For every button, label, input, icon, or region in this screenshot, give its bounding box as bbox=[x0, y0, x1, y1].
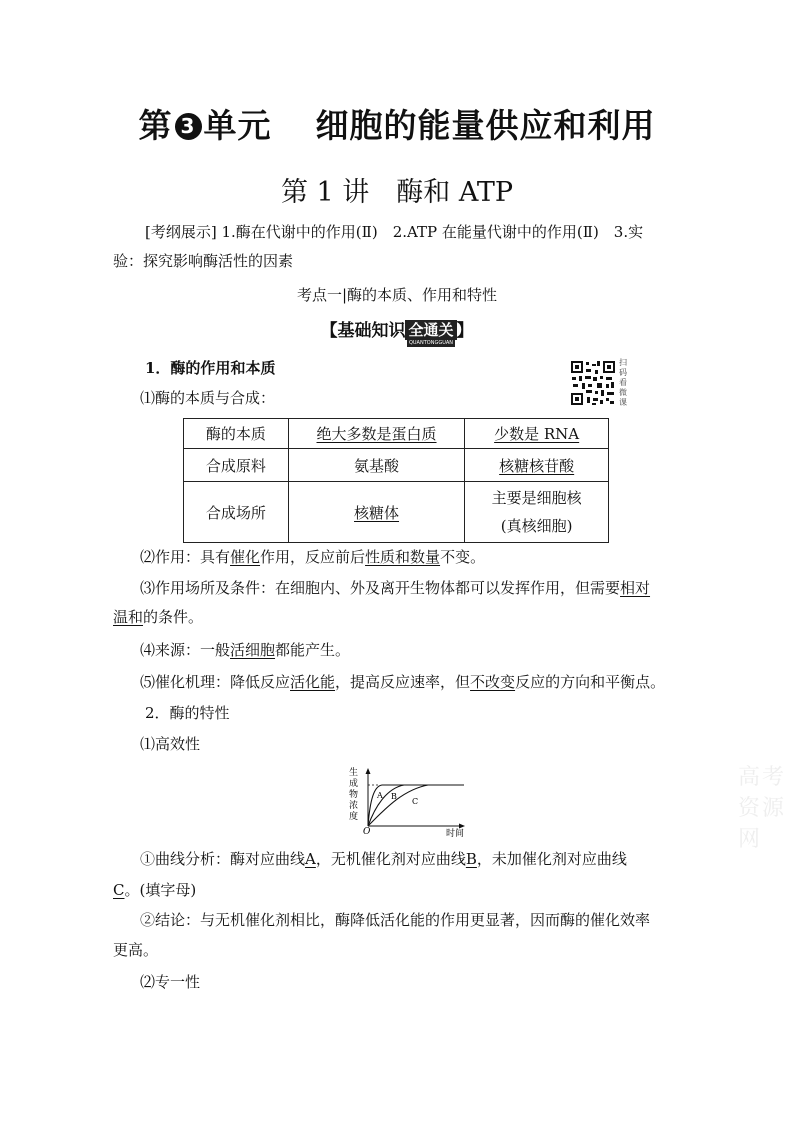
text: ⑸催化机理：降低反应 bbox=[140, 673, 291, 691]
exam-point-text: 酶的本质、作用和特性 bbox=[347, 286, 498, 304]
table-cell bbox=[465, 419, 609, 449]
unit-prefix: 第 bbox=[138, 106, 173, 145]
exam-point-label: 考点一| bbox=[296, 286, 348, 304]
table-cell-text: 核糖体 bbox=[354, 503, 400, 522]
analysis-line-1 bbox=[140, 845, 627, 874]
syllabus-tag: [考纲展示] bbox=[145, 223, 217, 241]
blank-answer: 温和 bbox=[113, 608, 144, 626]
banner-text: 【基础知识 bbox=[320, 321, 406, 341]
exam-point bbox=[0, 281, 794, 310]
text: ⑷来源：一般 bbox=[140, 641, 231, 659]
conclusion-line-2: 更高。 bbox=[113, 941, 159, 959]
curve-label-b: B bbox=[391, 792, 397, 801]
blank-answer: 相对 bbox=[620, 579, 651, 597]
table-cell bbox=[465, 482, 609, 543]
text: 作用，反应前后 bbox=[260, 548, 366, 566]
table-cell: 合成场所 bbox=[184, 482, 289, 543]
figure-ylabel-3: 浓 bbox=[349, 801, 359, 811]
blank-answer: C bbox=[113, 881, 125, 899]
text: ，未加催化剂对应曲线 bbox=[476, 850, 627, 868]
syllabus-items: 1.酶在代谢中的作用(Ⅱ) 2.ATP 在能量代谢中的作用(Ⅱ) 3.实 bbox=[221, 223, 644, 241]
banner-badge bbox=[405, 320, 456, 346]
table-cell bbox=[288, 419, 465, 449]
blank-answer: 催化 bbox=[230, 548, 261, 566]
figure-ylabel-1: 成 bbox=[349, 779, 359, 789]
table-row bbox=[184, 449, 609, 482]
figure-y-arrow bbox=[366, 768, 371, 774]
blank-answer: 活化能 bbox=[290, 673, 336, 691]
blank-answer: 性质和数量 bbox=[365, 548, 441, 566]
text: ①曲线分析：酶对应曲线 bbox=[140, 850, 306, 868]
table-cell: 酶的本质 bbox=[184, 419, 289, 449]
section-2-sub-2: ⑵专一性 bbox=[140, 973, 201, 991]
paragraph-conditions-2 bbox=[113, 603, 203, 632]
banner-close: 】 bbox=[456, 321, 474, 341]
enzyme-nature-table bbox=[183, 418, 609, 543]
lecture-title: 第 1 讲 酶和 ATP bbox=[280, 177, 514, 208]
conclusion-line-1: ②结论：与无机催化剂相比，酶降低活化能的作用更显著，因而酶的催化效率 bbox=[140, 911, 651, 929]
table-cell-line: 主要是细胞核 bbox=[491, 489, 582, 507]
blank-answer: 活细胞 bbox=[230, 641, 276, 659]
text: ，无机催化剂对应曲线 bbox=[315, 850, 466, 868]
section-2-heading: 2．酶的特性 bbox=[145, 704, 230, 722]
paragraph-conditions-1 bbox=[140, 574, 650, 603]
unit-number-badge: 3 bbox=[175, 113, 202, 140]
qr-caption: 扫码看微课 bbox=[619, 358, 627, 407]
blank-answer: B bbox=[465, 850, 477, 868]
watermark: 高考资源网 bbox=[738, 765, 787, 852]
unit-suffix: 单元 bbox=[203, 106, 272, 145]
banner-badge-sub: QUANTONGGUAN bbox=[408, 340, 454, 346]
qr-code-icon[interactable] bbox=[570, 360, 616, 406]
paragraph-source bbox=[140, 636, 350, 665]
text: 反应的方向和平衡点。 bbox=[515, 673, 666, 691]
section-2-sub-1: ⑴高效性 bbox=[140, 735, 201, 753]
figure-x-arrow bbox=[459, 824, 465, 829]
text: 。(填字母) bbox=[124, 881, 197, 899]
table-cell-text: 核糖核苷酸 bbox=[499, 456, 575, 475]
curve-label-c: C bbox=[412, 797, 419, 806]
figure-ylabel-0: 生 bbox=[349, 768, 359, 778]
blank-answer: A bbox=[305, 850, 316, 868]
syllabus-line-1 bbox=[145, 218, 685, 247]
syllabus-line-2: 验：探究影响酶活性的因素 bbox=[113, 252, 294, 270]
paragraph-mechanism bbox=[140, 668, 665, 697]
unit-title bbox=[0, 100, 794, 147]
efficiency-figure bbox=[346, 764, 476, 840]
text: ⑶作用场所及条件：在细胞内、外及离开生物体都可以发挥作用，但需要 bbox=[140, 579, 621, 597]
text: 不变。 bbox=[440, 548, 486, 566]
section-banner bbox=[0, 316, 794, 346]
figure-ylabel-4: 度 bbox=[349, 812, 359, 822]
figure-xlabel: 时间 bbox=[446, 829, 465, 839]
table-cell-text: 少数是 RNA bbox=[494, 425, 580, 443]
text: ⑵作用：具有 bbox=[140, 548, 231, 566]
text: 都能产生。 bbox=[275, 641, 351, 659]
blank-answer: 不改变 bbox=[470, 673, 516, 691]
paragraph-function bbox=[140, 543, 485, 572]
figure-ylabel-2: 物 bbox=[349, 790, 359, 800]
text: 的条件。 bbox=[143, 608, 204, 626]
analysis-line-2 bbox=[113, 876, 196, 905]
table-cell: 合成原料 bbox=[184, 449, 289, 482]
table-cell bbox=[465, 449, 609, 482]
text: ，提高反应速率，但 bbox=[335, 673, 471, 691]
banner-badge-text: 全通关 bbox=[408, 321, 454, 339]
table-cell: 氨基酸 bbox=[288, 449, 465, 482]
unit-name: 细胞的能量供应和利用 bbox=[315, 106, 656, 145]
table-cell bbox=[288, 482, 465, 543]
table-cell-text: 绝大多数是蛋白质 bbox=[316, 425, 437, 443]
table-row bbox=[184, 419, 609, 449]
curve-label-a: A bbox=[377, 791, 383, 800]
section-1-sub-1: ⑴酶的本质与合成： bbox=[140, 389, 276, 407]
table-cell-line: (真核细胞) bbox=[500, 517, 573, 535]
figure-origin: O bbox=[363, 827, 371, 837]
section-1-heading: 1．酶的作用和本质 bbox=[145, 359, 276, 377]
table-row bbox=[184, 482, 609, 543]
